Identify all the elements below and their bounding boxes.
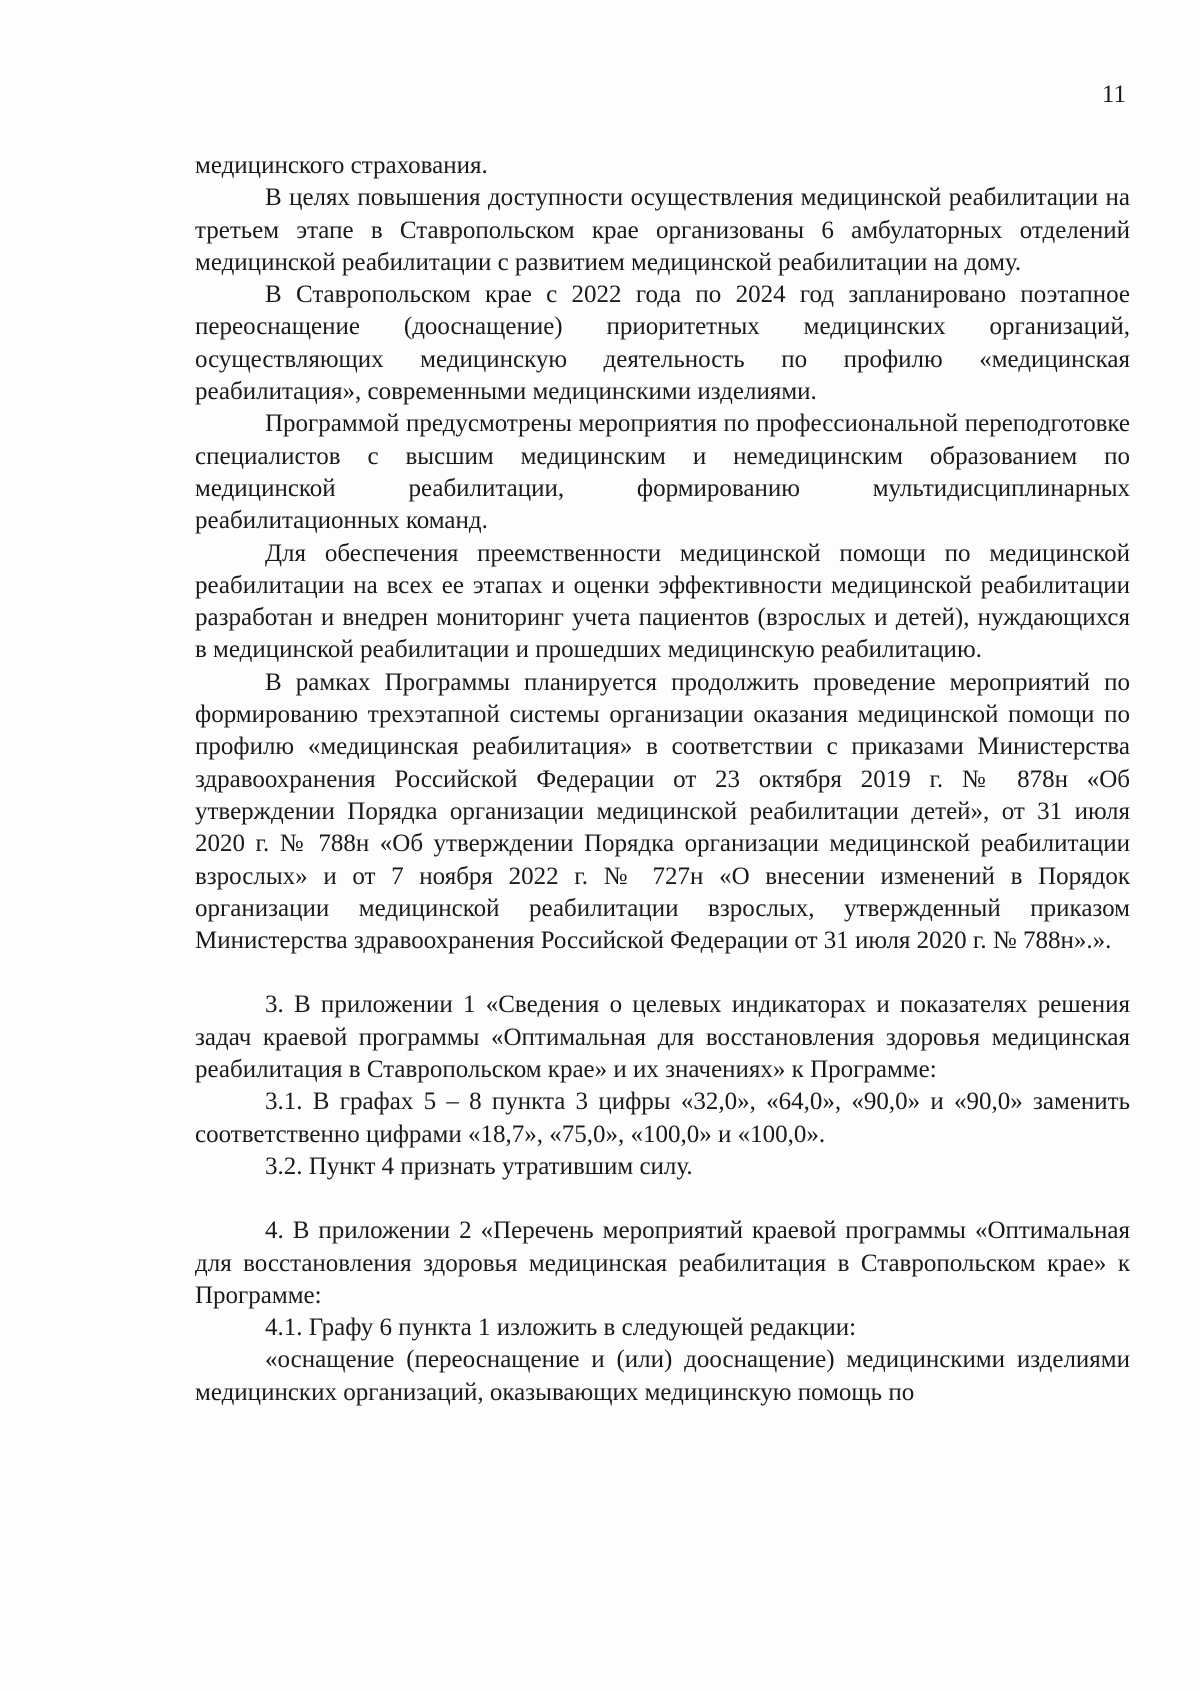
paragraph-reequipment: В Ставропольском крае с 2022 года по 2024 год запланировано поэтапное переоснащение (дооснащение) приоритетных медицинских организаций, осуществляющих медицинскую деятельность по профилю «медицинская реабилитация», современными медицинскими изделиями. (195, 281, 1130, 406)
paragraph-item-3-1: 3.1. В графах 5 – 8 пункта 3 цифры «32,0», «64,0», «90,0» и «90,0» заменить соответственно цифрами «18,7», «75,0», «100,0» и «100,0». (195, 1088, 1130, 1148)
paragraph-program-measures: В рамках Программы планируется продолжить проведение мероприятий по формированию трехэтапной системы организации оказания медицинской помощи по профилю «медицинская реабилитация» в соответствии с приказами Министерства здравоохранения Российской Федерации от 23 октября 2019 г. № 878н «Об утверждении Порядка организации медицинской реабилитации детей», от 31 июля 2020 г. № 788н «Об утверждении Порядка организации медицинской реабилитации взрослых» и от 7 ноября 2022 г. № 727н «О внесении изменений в Порядок организации медицинской реабилитации взрослых, утвержденный приказом Министерства здравоохранения Российской Федерации от 31 июля 2020 г. № 788н».». (195, 668, 1130, 955)
document-body (195, 150, 1130, 1409)
paragraph-item-4-1: 4.1. Графу 6 пункта 1 изложить в следующей редакции: (265, 1314, 857, 1342)
paragraph-rehab-third-stage: В целях повышения доступности осуществления медицинской реабилитации на третьем этапе в Ставропольском крае организованы 6 амбулаторных отделений медицинской реабилитации с развитием медицинской реабилитации на дому. (195, 184, 1130, 276)
paragraph-item-3-2: 3.2. Пункт 4 признать утратившим силу. (265, 1152, 693, 1180)
paragraph-item-4: 4. В приложении 2 «Перечень мероприятий краевой программы «Оптимальная для восстановления здоровья медицинская реабилитация в Ставропольском крае» к Программе: (195, 1217, 1130, 1309)
paragraph-item-3: 3. В приложении 1 «Сведения о целевых индикаторах и показателях решения задач краевой программы «Оптимальная для восстановления здоровья медицинская реабилитация в Ставропольском крае» и их значениях» к Программе: (195, 991, 1130, 1084)
paragraph-new-wording: «оснащение (переоснащение и (или) дооснащение) медицинскими изделиями медицинских организаций, оказывающих медицинскую помощь по (195, 1346, 1130, 1406)
paragraph-continuation: медицинского страхования. (195, 152, 488, 179)
paragraph-monitoring: Для обеспечения преемственности медицинской помощи по медицинской реабилитации на всех ее этапах и оценки эффективности медицинской реабилитации разработан и внедрен мониторинг учета пациентов (взрослых и детей), нуждающихся в медицинской реабилитации и прошедших медицинскую реабилитацию. (195, 539, 1130, 664)
paragraph-retraining: Программой предусмотрены мероприятия по профессиональной переподготовке специалистов с высшим медицинским и немедицинским образованием по медицинской реабилитации, формированию мультидисциплинарных реабилитационных команд. (195, 410, 1130, 535)
page-number: 11 (1101, 81, 1126, 108)
